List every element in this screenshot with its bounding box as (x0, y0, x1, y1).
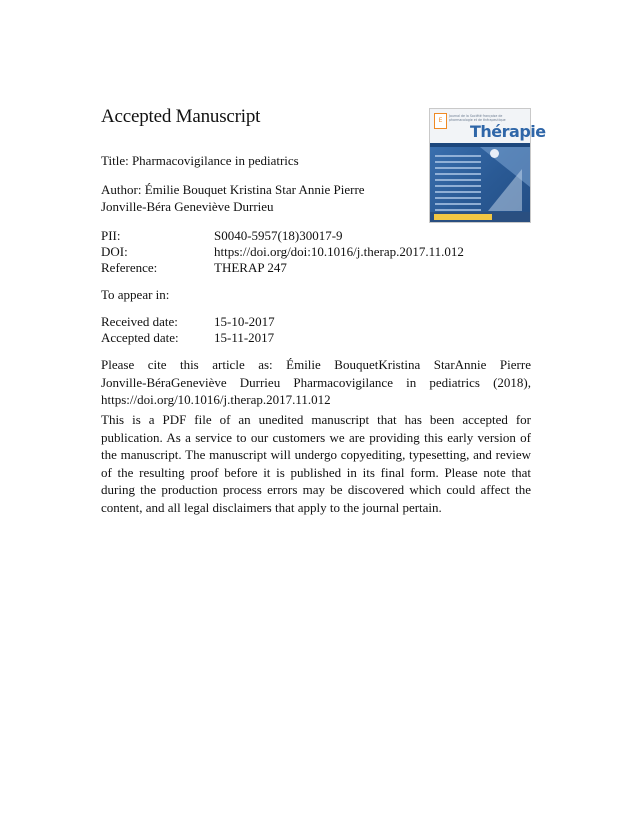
cover-contents-lines (435, 155, 481, 215)
cover-subtitle: Journal de la Société française de pharmacologie et de thérapeutique (449, 114, 506, 122)
cover-decoration (488, 169, 522, 211)
title-line: Title: Pharmacovigilance in pediatrics (101, 153, 299, 168)
cite-word: Jonville-BéraGeneviève (101, 374, 227, 390)
cite-word: this (179, 357, 199, 372)
elsevier-logo-icon: E (434, 113, 447, 129)
cover-title: Thérapie (470, 122, 546, 141)
cite-word: pediatrics (429, 374, 480, 390)
cite-word: Pharmacovigilance (293, 374, 393, 390)
appear-in-label: To appear in: (101, 287, 170, 302)
cite-word: cite (147, 357, 167, 372)
cite-word: Please (101, 357, 135, 372)
citation-line-1 (101, 356, 531, 374)
cite-word: Durrieu (239, 374, 281, 390)
cite-word: BouquetKristina (334, 357, 421, 372)
reference-label: Reference: (101, 260, 158, 275)
received-date-label: Received date: (101, 314, 178, 329)
cover-dot (490, 149, 499, 158)
cite-word: StarAnnie (433, 357, 487, 372)
citation-paragraph (101, 356, 531, 409)
cite-word: Pierre (499, 357, 531, 372)
cite-word: article (212, 357, 245, 372)
cite-word: (2018), (493, 374, 531, 390)
received-date-value: 15-10-2017 (214, 314, 275, 329)
doi-label: DOI: (101, 244, 128, 259)
author-line-2: Jonville-Béra Geneviève Durrieu (101, 199, 274, 214)
cite-word: Émilie (286, 357, 321, 372)
pii-label: PII: (101, 228, 121, 243)
citation-line-2 (101, 374, 531, 392)
cite-word: as: (258, 357, 273, 372)
citation-doi-link[interactable]: https://doi.org/10.1016/j.therap.2017.11.012 (101, 392, 331, 407)
cover-footer-badge (434, 214, 492, 220)
pii-value: S0040-5957(18)30017-9 (214, 228, 343, 243)
accepted-date-label: Accepted date: (101, 330, 179, 345)
author-line-1: Author: Émilie Bouquet Kristina Star Annie Pierre (101, 182, 365, 197)
disclaimer-paragraph: This is a PDF file of an unedited manuscript that has been accepted for publication. As a service to our customers we are providing this early version of the manuscript. The manuscript will undergo copyediting, typesetting, and review of the resulting proof before it is published in its final form. Please note that during the production process errors may be discovered which could affect the content, and all legal disclaimers that apply to the journal pertain. (101, 412, 531, 515)
journal-cover-image (429, 108, 546, 223)
page-heading: Accepted Manuscript (101, 106, 261, 127)
accepted-date-value: 15-11-2017 (214, 330, 275, 345)
reference-value: THERAP 247 (214, 260, 287, 275)
doi-value[interactable]: https://doi.org/doi:10.1016/j.therap.2017.11.012 (214, 244, 464, 259)
cite-word: in (406, 374, 417, 390)
